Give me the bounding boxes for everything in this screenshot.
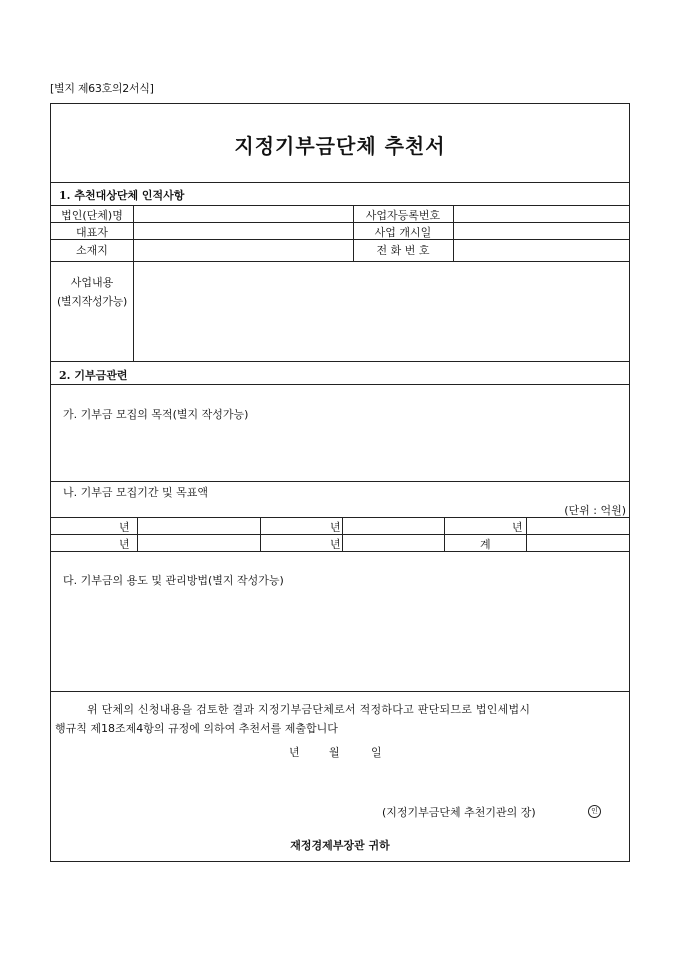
seal-mark bbox=[588, 804, 601, 818]
business-label: 사업내용 bbox=[70, 276, 114, 289]
representative-field[interactable] bbox=[134, 222, 353, 238]
usage-label: 다. 기부금의 용도 및 관리방법(별지 작성가능) bbox=[63, 574, 284, 587]
divider bbox=[342, 517, 343, 551]
corp-name-label: 법인(단체)명 bbox=[61, 209, 123, 222]
declaration-line2: 행규칙 제18조제4항의 규정에 의하여 추천서를 제출합니다 bbox=[55, 722, 338, 735]
address-field[interactable] bbox=[134, 239, 353, 255]
purpose-field[interactable] bbox=[51, 424, 629, 479]
period-label: 나. 기부금 모집기간 및 목표액 bbox=[63, 486, 208, 499]
corp-name-field[interactable] bbox=[134, 205, 353, 221]
year-label: 년 bbox=[330, 538, 341, 551]
business-label-note: (별지작성가능) bbox=[57, 295, 127, 308]
amount-field[interactable] bbox=[343, 534, 444, 550]
form-frame bbox=[50, 103, 630, 862]
start-date-field[interactable] bbox=[454, 222, 629, 238]
business-content-field[interactable] bbox=[134, 261, 629, 360]
divider bbox=[260, 517, 261, 551]
amount-field[interactable] bbox=[138, 534, 259, 550]
phone-label: 전 화 번 호 bbox=[376, 244, 430, 257]
divider bbox=[51, 551, 629, 552]
divider bbox=[51, 691, 629, 692]
total-label: 계 bbox=[480, 538, 491, 551]
start-date-label: 사업 개시일 bbox=[374, 226, 432, 239]
year-label: 년 bbox=[119, 538, 130, 551]
amount-field[interactable] bbox=[138, 517, 259, 533]
unit-label: (단위 : 억원) bbox=[564, 504, 626, 517]
divider bbox=[353, 205, 354, 261]
year-label: 년 bbox=[119, 521, 130, 534]
divider bbox=[51, 182, 629, 183]
year-label: 년 bbox=[330, 521, 341, 534]
divider bbox=[51, 481, 629, 482]
date-month-label: 월 bbox=[329, 746, 340, 759]
year-label: 년 bbox=[512, 521, 523, 534]
amount-field[interactable] bbox=[527, 517, 629, 533]
addressee: 재정경제부장관 귀하 bbox=[290, 839, 390, 852]
declaration-line1: 위 단체의 신청내용을 검토한 결과 지정기부금단체로서 적정하다고 판단되므로 법인세법시 bbox=[87, 703, 531, 716]
seal-icon: 인 bbox=[588, 805, 601, 818]
divider bbox=[526, 517, 527, 551]
biz-reg-field[interactable] bbox=[454, 205, 629, 221]
divider bbox=[137, 517, 138, 551]
total-amount-field[interactable] bbox=[527, 534, 629, 550]
amount-field[interactable] bbox=[343, 517, 444, 533]
section1-heading: 1. 추천대상단체 인적사항 bbox=[59, 189, 185, 202]
divider bbox=[51, 361, 629, 362]
usage-field[interactable] bbox=[51, 590, 629, 688]
date-year-label: 년 bbox=[289, 746, 300, 759]
address-label: 소재지 bbox=[76, 244, 108, 257]
divider bbox=[133, 205, 134, 361]
purpose-label: 가. 기부금 모집의 목적(별지 작성가능) bbox=[63, 408, 249, 421]
divider bbox=[453, 205, 454, 261]
section2-heading: 2. 기부금관련 bbox=[59, 369, 128, 382]
biz-reg-label: 사업자등록번호 bbox=[365, 209, 441, 222]
divider bbox=[444, 517, 445, 551]
signer-label: (지정기부금단체 추천기관의 장) bbox=[382, 806, 536, 819]
divider bbox=[51, 384, 629, 385]
form-number-label: [별지 제63호의2서식] bbox=[50, 82, 154, 95]
phone-field[interactable] bbox=[454, 239, 629, 255]
representative-label: 대표자 bbox=[76, 226, 108, 239]
form-title: 지정기부금단체 추천서 bbox=[234, 134, 446, 158]
date-day-label: 일 bbox=[371, 746, 382, 759]
